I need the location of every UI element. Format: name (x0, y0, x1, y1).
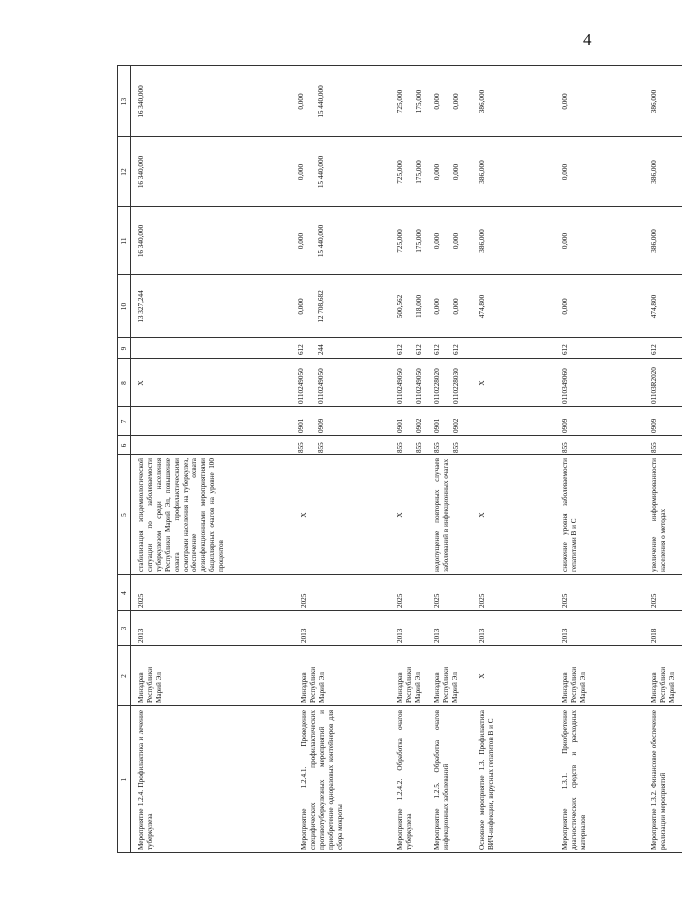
header-col-13: 13 (119, 97, 128, 106)
row-3a-col-10: 118,000 (415, 294, 423, 319)
budget-table (117, 65, 682, 853)
row-3-col-10: 500,562 (396, 294, 404, 319)
row-7-col-3: 2018 (650, 628, 658, 643)
row-2-col-2: Минздрав Республики Марий Эл (300, 666, 326, 703)
row-4-col-5: недопущение повторных случаев заболеваний в инфекционных очагах (433, 458, 450, 572)
row-3-col-2: Минздрав Республики Марий Эл (396, 666, 422, 703)
row-5-col-13: 386,000 (478, 89, 486, 114)
row-6-col-1: Мероприятие 1.3.1. Приобретение диагностических средств и расходных материалов (561, 710, 587, 850)
row-4a-col-12: 0,000 (452, 163, 460, 181)
row-1-col-10: 13 327,244 (137, 290, 145, 323)
row-6-col-11: 0,000 (561, 232, 569, 250)
row-1-col-3: 2013 (137, 628, 145, 643)
row-5-col-11: 386,000 (478, 229, 486, 253)
row-1-col-12: 16 340,000 (137, 155, 145, 189)
row-1b-col-10: 12 708,682 (317, 290, 325, 323)
row-4-col-9: 612 (433, 344, 441, 355)
row-5-col-1: Основное мероприятие 1.3. Профилактика ВИЧ-инфекции, вирусных гепатитов В и С (478, 710, 495, 850)
row-6-col-9: 612 (561, 344, 569, 355)
row-6-col-2: Минздрав Республики Марий Эл (561, 666, 587, 703)
header-col-4: 4 (119, 591, 128, 595)
row-1a-col-13: 0,000 (297, 93, 305, 110)
row-1b-col-6: 855 (317, 442, 325, 453)
row-6-col-3: 2013 (561, 628, 569, 643)
header-col-11: 11 (119, 237, 128, 245)
header-col-1: 1 (119, 777, 128, 782)
row-6-col-6: 855 (561, 442, 569, 453)
row-5-col-12: 386,000 (478, 160, 486, 184)
row-7-col-8: 01103R2020 (650, 367, 658, 404)
header-col-8: 8 (119, 381, 128, 385)
row-4-col-3: 2013 (433, 628, 441, 643)
row-4a-col-8: 0110228030 (452, 368, 460, 404)
header-col-2: 2 (119, 674, 128, 678)
row-2-col-4: 2025 (300, 593, 308, 608)
row-1b-col-8: 0110249050 (317, 368, 325, 404)
row-5-col-10: 474,800 (478, 294, 486, 319)
header-col-5: 5 (119, 513, 128, 517)
row-4a-col-6: 855 (452, 442, 460, 453)
row-5-col-2: X (478, 673, 486, 679)
row-7-col-5: увеличение информированности населения о методах (650, 458, 667, 572)
row-1b-col-9: 244 (317, 344, 325, 355)
row-7-col-9: 612 (650, 344, 658, 355)
row-4-col-1: Мероприятие 1.2.5. Обработка очагов инфекционных заболеваний (433, 710, 450, 850)
row-6-col-10: 0,000 (561, 298, 569, 315)
row-7-col-6: 855 (650, 442, 658, 453)
row-4-col-13: 0,000 (433, 93, 441, 110)
row-6-col-13: 0,000 (561, 93, 569, 110)
row-4-col-11: 0,000 (433, 232, 441, 250)
row-4-col-8: 0110228020 (433, 368, 441, 404)
row-1-col-4: 2025 (137, 593, 145, 608)
row-4-col-12: 0,000 (433, 163, 441, 181)
row-1-col-8: X (137, 380, 145, 386)
row-1a-col-8: 0110249050 (297, 368, 305, 404)
row-7-col-12: 386,000 (650, 160, 658, 184)
row-7-col-2: Минздрав Республики Марий Эл (650, 666, 676, 703)
row-3a-col-8: 0110249050 (415, 368, 423, 404)
row-5-col-4: 2025 (478, 593, 486, 608)
row-6-col-5: снижение уровня заболеваемости гепатитами В и С (561, 458, 578, 572)
header-col-7: 7 (119, 419, 128, 424)
header-col-3: 3 (119, 626, 128, 631)
row-7-col-1: Мероприятие 1.3.2. Финансовое обеспечение реализации мероприятий (650, 710, 667, 850)
header-col-10: 10 (119, 302, 128, 311)
row-1b-col-13: 15 440,000 (317, 85, 325, 118)
row-3a-col-7: 0902 (415, 418, 423, 433)
row-1-col-1: Мероприятие 1.2.4. Профилактика и лечение туберкулеза (137, 710, 154, 850)
row-1b-col-7: 0909 (317, 418, 325, 433)
row-7-col-10: 474,800 (650, 294, 658, 319)
header-col-12: 12 (119, 168, 128, 176)
row-1a-col-12: 0,000 (297, 163, 305, 181)
row-1b-col-12: 15 440,000 (317, 155, 325, 189)
row-3a-col-6: 855 (415, 442, 423, 453)
row-5-col-8: X (478, 380, 486, 386)
row-1-col-11: 16 340,000 (137, 224, 145, 258)
row-1a-col-10: 0,000 (297, 298, 305, 315)
header-col-9: 9 (119, 346, 128, 351)
row-5-col-5: X (478, 512, 486, 518)
row-7-col-11: 386,000 (650, 229, 658, 253)
row-3-col-8: 0110249050 (396, 368, 404, 404)
row-3-col-4: 2025 (396, 593, 404, 608)
row-1a-col-9: 612 (297, 344, 305, 355)
row-6-col-12: 0,000 (561, 163, 569, 181)
row-3-col-5: X (396, 512, 404, 518)
row-3-col-6: 855 (396, 442, 404, 453)
row-6-col-4: 2025 (561, 593, 569, 608)
row-3-col-7: 0901 (396, 418, 404, 433)
row-5-col-3: 2013 (478, 628, 486, 643)
row-1a-col-7: 0901 (297, 418, 305, 433)
row-4a-col-11: 0,000 (452, 232, 460, 250)
row-4-col-2: Минздрав Республики Марий Эл (433, 666, 459, 703)
page-number: 4 (583, 30, 592, 49)
row-1-col-2: Минздрав Республики Марий Эл (137, 666, 163, 703)
row-4a-col-13: 0,000 (452, 93, 460, 110)
row-1a-col-11: 0,000 (297, 232, 305, 250)
header-col-6: 6 (119, 443, 128, 448)
row-4a-col-10: 0,000 (452, 298, 460, 315)
row-3a-col-11: 175,000 (415, 229, 423, 253)
row-1-col-13: 16 340,000 (137, 85, 145, 118)
row-2-col-1: Мероприятие 1.2.4.1. Проведение специфических профилактических противотуберкулезных мероприятий и приобретение одноразовых контейнеров для сбора мокроты (300, 710, 344, 850)
row-4-col-4: 2025 (433, 593, 441, 608)
row-3-col-13: 725,000 (396, 89, 404, 114)
row-7-col-13: 386,000 (650, 89, 658, 114)
row-7-col-4: 2025 (650, 593, 658, 608)
row-4-col-7: 0901 (433, 418, 441, 433)
row-4a-col-7: 0902 (452, 418, 460, 433)
row-3-col-3: 2013 (396, 628, 404, 643)
row-3-col-1: Мероприятие 1.2.4.2. Обработка очагов туберкулеза (396, 710, 413, 850)
row-3a-col-12: 175,000 (415, 160, 423, 184)
row-4-col-10: 0,000 (433, 298, 441, 315)
row-3-col-11: 725,000 (396, 229, 404, 253)
row-1-col-5: стабилизация эпидемиологической ситуации по заболеваемости туберкулезом среди населения Республики Марий Эл, повышение охвата профилактическими осмотрами населения на туберкулез, обеспечение охвата дезинфекционными мероприятиями бациллярных очагов на уровне 100 процентов (137, 458, 226, 572)
row-4a-col-9: 612 (452, 344, 460, 355)
row-3a-col-9: 612 (415, 344, 423, 355)
row-6-col-7: 0909 (561, 418, 569, 433)
row-4-col-6: 855 (433, 442, 441, 453)
row-1b-col-11: 15 440,000 (317, 224, 325, 258)
row-7-col-7: 0909 (650, 418, 658, 433)
row-6-col-8: 0110349060 (561, 368, 569, 404)
row-2-col-5: X (300, 512, 308, 518)
row-3-col-12: 725,000 (396, 160, 404, 184)
row-3a-col-13: 175,000 (415, 89, 423, 114)
row-1a-col-6: 855 (297, 442, 305, 453)
row-3-col-9: 612 (396, 344, 404, 355)
row-2-col-3: 2013 (300, 628, 308, 643)
